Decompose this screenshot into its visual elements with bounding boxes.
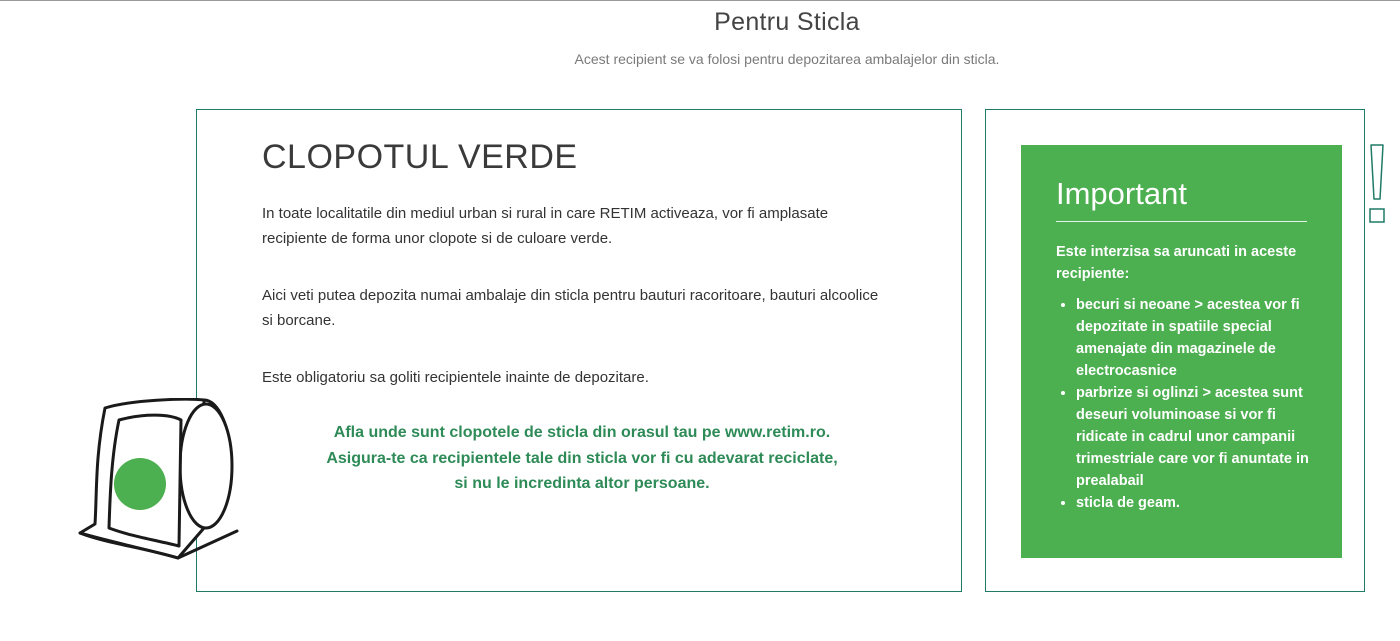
list-item: • sticla de geam. <box>1076 492 1316 514</box>
page-title: Pentru Sticla <box>714 8 860 36</box>
cta-line1-prefix: Afla unde sunt clopotele de sticla din orasul tau pe <box>333 424 725 441</box>
important-panel <box>1021 145 1342 558</box>
retim-link[interactable]: www.retim.ro <box>724 424 826 441</box>
info-paragraph-2: Aici veti putea depozita numai ambalaje din sticla pentru bauturi racoritoare, bauturi alcoolice si borcane. <box>262 287 879 329</box>
cta-line3: si nu le incredinta altor persoane. <box>454 475 710 492</box>
important-intro: Este interzisa sa aruncati in aceste recipiente: <box>1056 244 1297 282</box>
info-heading: CLOPOTUL VERDE <box>262 138 578 176</box>
list-item: • becuri si neoane > acestea vor fi depozitate in spatiile special amenajate din magazinele de electrocasnice <box>1076 294 1316 382</box>
cta-line2: Asigura-te ca recipientele tale din sticla vor fi cu adevarat reciclate, <box>326 449 838 467</box>
info-paragraph-3: Este obligatoriu sa goliti recipientele inainte de depozitare. <box>262 369 649 386</box>
info-paragraph-1: In toate localitatile din mediul urban si rural in care RETIM activeaza, vor fi amplasate recipiente de forma unor clopote si de culoare verde. <box>262 205 829 247</box>
top-divider <box>0 0 1400 1</box>
exclamation-icon <box>1366 143 1388 225</box>
glass-bell-bin-icon <box>75 398 241 560</box>
important-list <box>1056 294 1316 514</box>
cta-message <box>287 420 877 497</box>
important-title: Important <box>1056 176 1187 211</box>
info-card <box>196 109 962 592</box>
list-item: • parbrize si oglinzi > acestea sunt deseuri voluminoase si vor fi ridicate in cadrul unor campanii trimestriale care vor fi anuntate in prealabail <box>1076 382 1316 492</box>
page-subtitle: Acest recipient se va folosi pentru depozitarea ambalajelor din sticla. <box>574 51 1000 67</box>
cta-line1-suffix: . <box>825 424 831 441</box>
important-divider <box>1056 221 1307 222</box>
